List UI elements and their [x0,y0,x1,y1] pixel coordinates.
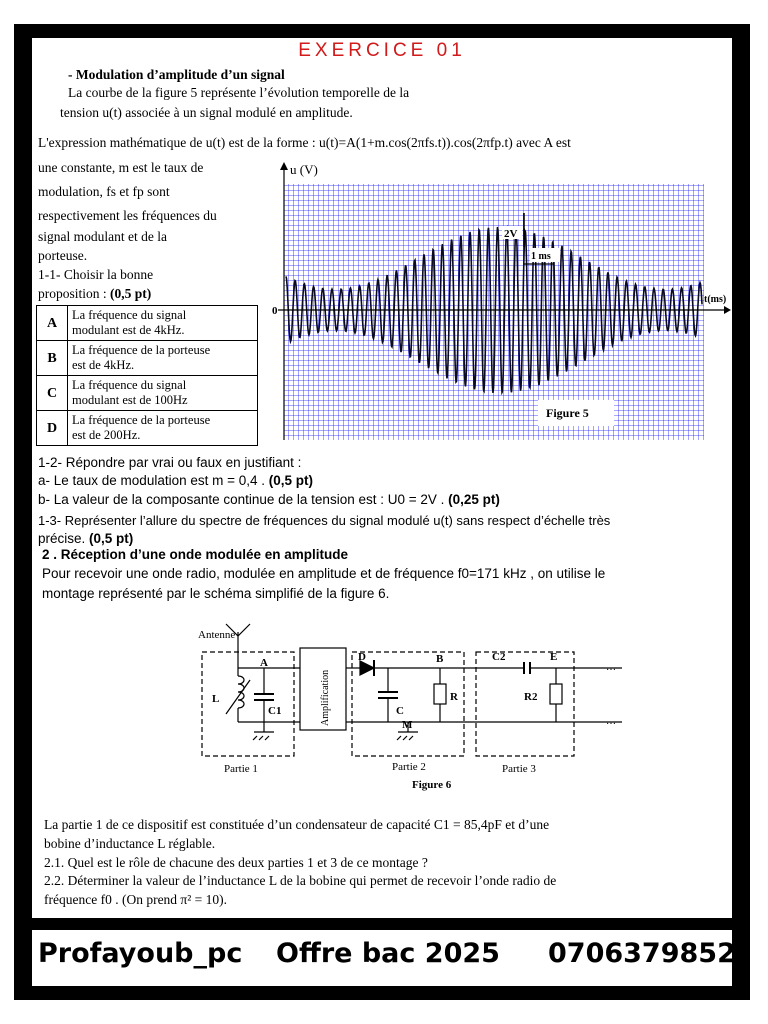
amplifier-label: Amplification [320,669,331,726]
figure5-graph [268,160,732,442]
option-letter: C [37,376,68,411]
option-row [37,376,258,411]
label-d: D [358,651,366,663]
resistor-r-icon [434,684,446,704]
option-letter: B [37,341,68,376]
label-c1: C1 [268,705,282,717]
option-row [37,411,258,446]
partie2-label: Partie 2 [392,761,426,773]
scale-2v-label: 2V [504,228,518,240]
part1-intro-2: tension u(t) associée à un signal modulé en amplitude. [60,105,353,120]
time-axis-label: t(ms) [704,294,727,305]
q11-text: proposition : [38,286,107,301]
option-row [37,306,258,341]
option-text: La fréquence de la porteuse est de 4kHz. [68,341,258,376]
resistor-r2-icon [550,684,562,704]
q13-text: précise. [38,531,86,546]
label-c2: C2 [492,651,506,663]
label-b: B [436,653,444,665]
exercise-sheet [32,38,732,918]
label-r: R [450,691,458,703]
figure5-grid [284,184,704,440]
q11-points: (0,5 pt) [110,286,152,301]
q11-line2 [38,285,151,303]
desc-line-1: une constante, m est le taux de [38,160,204,175]
part2-intro-2: montage représenté par le schéma simplifié de la figure 6. [42,586,390,601]
label-r2: R2 [524,691,538,703]
ground-icon [253,732,274,740]
desc-line-4: signal modulant et de la [38,229,167,244]
part1-intro-1: La courbe de la figure 5 représente l’évolution temporelle de la [68,85,410,100]
time-axis-arrow-icon [724,306,731,314]
q22-line1: 2.2. Déterminer la valeur de l’inductance L de la bobine qui permet de recevoir l’onde radio de [44,873,557,888]
label-m: M [402,719,413,731]
partie1-label: Partie 1 [224,763,258,775]
figure6-caption: Figure 6 [412,779,452,791]
options-table [36,305,258,446]
option-text: La fréquence du signal modulant est de 100Hz [68,376,258,411]
expression-prefix: L'expression mathématique de u(t) est de la forme : [38,135,316,150]
q12a-points: (0,5 pt) [268,473,314,488]
expression-formula: u(t)=A(1+m.cos(2πfs.t)).cos(2πfp.t) [318,135,513,150]
figure6-circuit [152,618,632,798]
scale-1ms-label: 1 ms [531,251,551,262]
q22-line2: fréquence f0 . (On prend π² = 10). [44,892,228,907]
desc-line-3: respectivement les fréquences du [38,208,217,223]
diode-icon [360,661,374,675]
q13-line1: 1-3- Représenter l’allure du spectre de fréquences du signal modulé u(t) sans respect d’échelle très [38,513,611,528]
label-c: C [396,705,404,717]
expression-line [38,134,571,152]
option-letter: D [37,411,68,446]
option-text: La fréquence du signal modulant est de 4kHz. [68,306,258,341]
q21: 2.1. Quel est le rôle de chacune des deux parties 1 et 3 de ce montage ? [44,855,428,870]
continuation-dots-top: … [606,662,616,673]
part2-desc-2: bobine d’inductance L réglable. [44,836,216,851]
q12b [38,491,500,509]
antenna-label: Antenne [198,629,236,641]
continuation-dots-bottom: … [606,716,616,727]
q12-intro: 1-2- Répondre par vrai ou faux en justifiant : [38,455,302,470]
footer-offer: Offre bac 2025 [276,938,500,969]
q12a [38,472,313,490]
exercise-title: EXERCICE 01 [298,40,466,61]
q13-points: (0,5 pt) [89,531,134,546]
voltage-axis-label: u (V) [290,162,318,177]
label-l: L [212,693,220,705]
q12b-text: b- La valeur de la composante continue de la tension est : U0 = 2V . [38,492,445,507]
part1-heading: - Modulation d’amplitude d’un signal [68,67,285,82]
desc-line-2: modulation, fs et fp sont [38,184,170,199]
part2-intro-1: Pour recevoir une onde radio, modulée en amplitude et de fréquence f0=171 kHz , on utilise le [42,566,606,581]
ground-m-icon [397,732,418,740]
label-a: A [260,657,268,669]
option-row [37,341,258,376]
footer-phone: 0706379852 [548,938,736,969]
origin-label: 0 [272,305,278,317]
partie3-label: Partie 3 [502,763,536,775]
label-e: E [550,651,558,663]
part2-desc-1: La partie 1 de ce dispositif est constituée d’un condensateur de capacité C1 = 85,4pF et d’une [44,817,550,832]
q12a-text: a- Le taux de modulation est m = 0,4 . [38,473,266,488]
option-text: La fréquence de la porteuse est de 200Hz. [68,411,258,446]
part2-heading: 2 . Réception d’une onde modulée en amplitude [42,547,349,562]
desc-line-5: porteuse. [38,248,88,263]
expression-suffix: avec A est [516,135,571,150]
option-letter: A [37,306,68,341]
footer-banner [32,930,736,986]
q12b-points: (0,25 pt) [448,492,500,507]
q11-label: 1-1- Choisir la bonne [38,267,154,282]
figure5-caption: Figure 5 [546,406,589,420]
voltage-axis-arrow-icon [280,162,288,170]
footer-author: Profayoub_pc [38,938,243,969]
